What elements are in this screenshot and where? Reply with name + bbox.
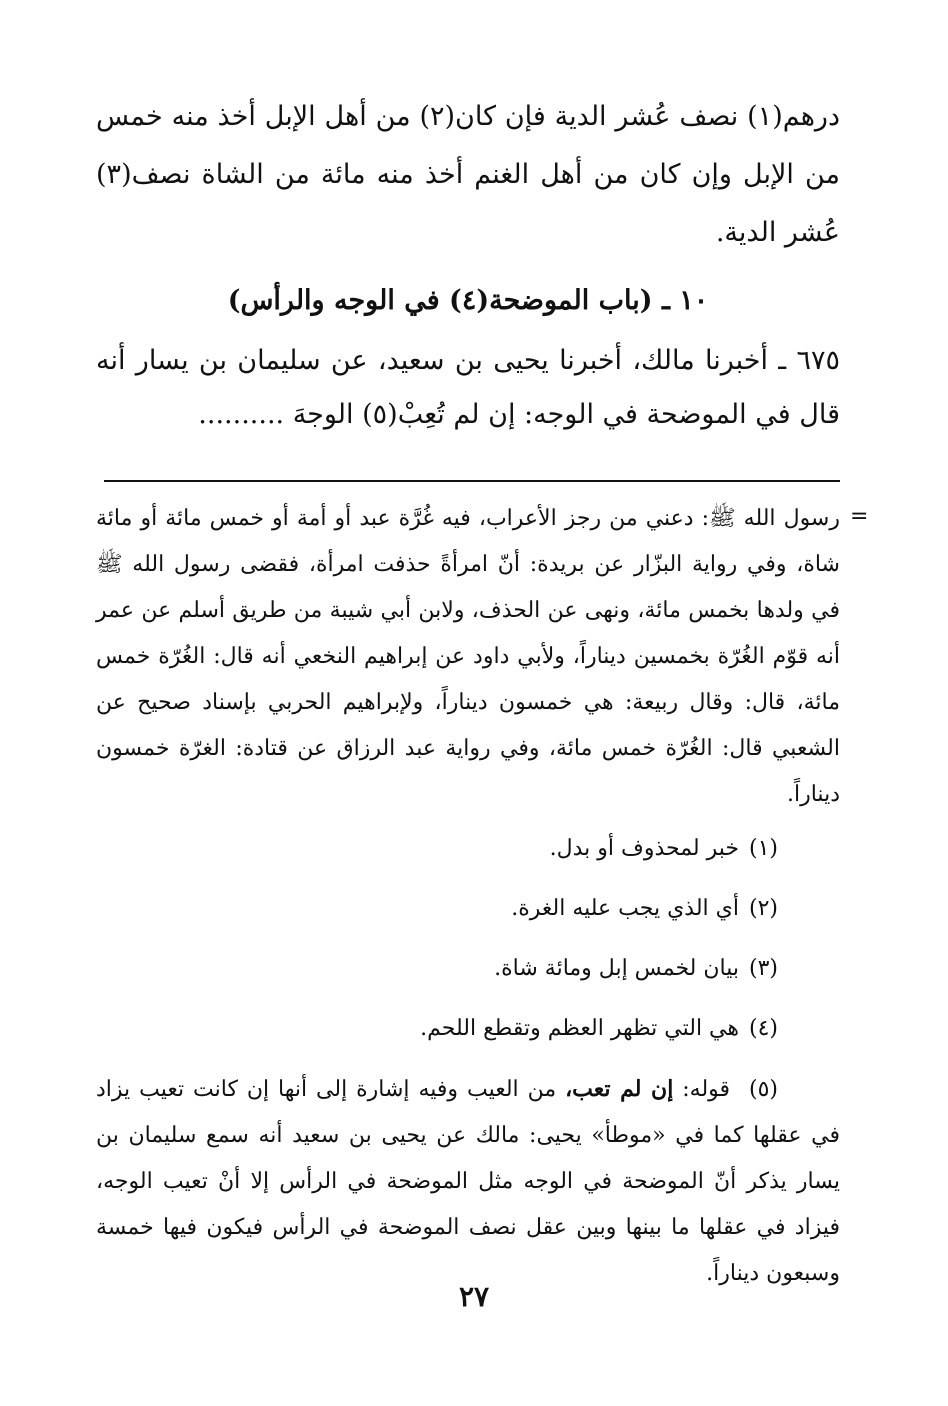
footnote-number: (٢) xyxy=(748,896,778,921)
section-heading: ١٠ ـ (باب الموضحة(٤) في الوجه والرأس) xyxy=(227,285,709,316)
footnote-text: خبر لمحذوف أو بدل. xyxy=(549,836,739,861)
hadith-number: ٦٧٥ ـ xyxy=(778,345,840,376)
footnote-number: (١) xyxy=(748,836,778,861)
main-text: درهم(١) نصف عُشر الدية فإن كان(٢) من أهل الإبل أخذ منه خمس من الإبل وإن كان من أهل الغنم أخذ منه مائة من الشاة نصف(٣) عُشر الدية. xyxy=(96,101,840,248)
continuation-marker: = xyxy=(850,504,869,529)
footnote-4 xyxy=(96,1006,840,1052)
footnote-text: هي التي تظهر العظم وتقطع اللحم. xyxy=(420,1016,739,1041)
footnote-continuation: رسول الله ﷺ: دعني من رجز الأعراب، فيه غُرَّة عبد أو أمة أو خمس مائة أو مائة شاة، وفي رواية البزّار عن بريدة: أنّ امرأةً حذفت امرأة، فقضى رسول الله ﷺ في ولدها بخمس مائة، ونهى عن الحذف، ولابن أبي شيبة من طريق أسلم عن عمر أنه قوّم الغُرّة بخمسين ديناراً، ولأبي داود عن إبراهيم النخعي أنه قال: الغُرّة خمس مائة، قال: وقال ربيعة: هي خمسون ديناراً، ولإبراهيم الحربي بإسناد صحيح عن الشعبي قال: الغُرّة خمس مائة، وفي رواية عبد الرزاق عن قتادة: الغرّة خمسون ديناراً. xyxy=(96,506,840,807)
footnote-5 xyxy=(96,1066,840,1297)
footnote-number: (٣) xyxy=(748,956,778,981)
footnote-text: أي الذي يجب عليه الغرة. xyxy=(511,896,739,921)
footnote-text: من العيب وفيه إشارة إلى أنها إن كانت تعيب يزاد في عقلها كما في «موطأ» يحيى: مالك عن يحيى بن سعيد أنه سمع سليمان بن يسار يذكر أنّ الموضحة في الوجه مثل الموضحة في الرأس إلا أنْ تعيب الوجه، فيزاد في عقلها ما بينها وبين عقل نصف الموضحة في الرأس فيكون فيها خمسة وسبعون ديناراً. xyxy=(96,1077,840,1286)
footnote-keyword: إن لم تعب، xyxy=(565,1076,674,1102)
footnotes-section xyxy=(96,496,840,1297)
footnote-2 xyxy=(96,886,840,932)
footnote-number: (٥) xyxy=(748,1077,778,1102)
footnote-number: (٤) xyxy=(748,1016,778,1041)
footnote-divider xyxy=(104,480,840,482)
footnote-1 xyxy=(96,826,840,872)
hadith-text: أخبرنا مالك، أخبرنا يحيى بن سعيد، عن سليمان بن يسار أنه قال في الموضحة في الوجه: إن لم تُعِبْ(٥) الوجهَ .......... xyxy=(96,345,840,430)
footnote-text: بيان لخمس إبل ومائة شاة. xyxy=(494,956,739,981)
footnote-3 xyxy=(96,946,840,992)
hadith-paragraph xyxy=(96,334,840,442)
footnote-lead: قوله: xyxy=(682,1077,731,1102)
page-number: ٢٧ xyxy=(458,1280,490,1313)
footnote-list xyxy=(96,826,840,1052)
